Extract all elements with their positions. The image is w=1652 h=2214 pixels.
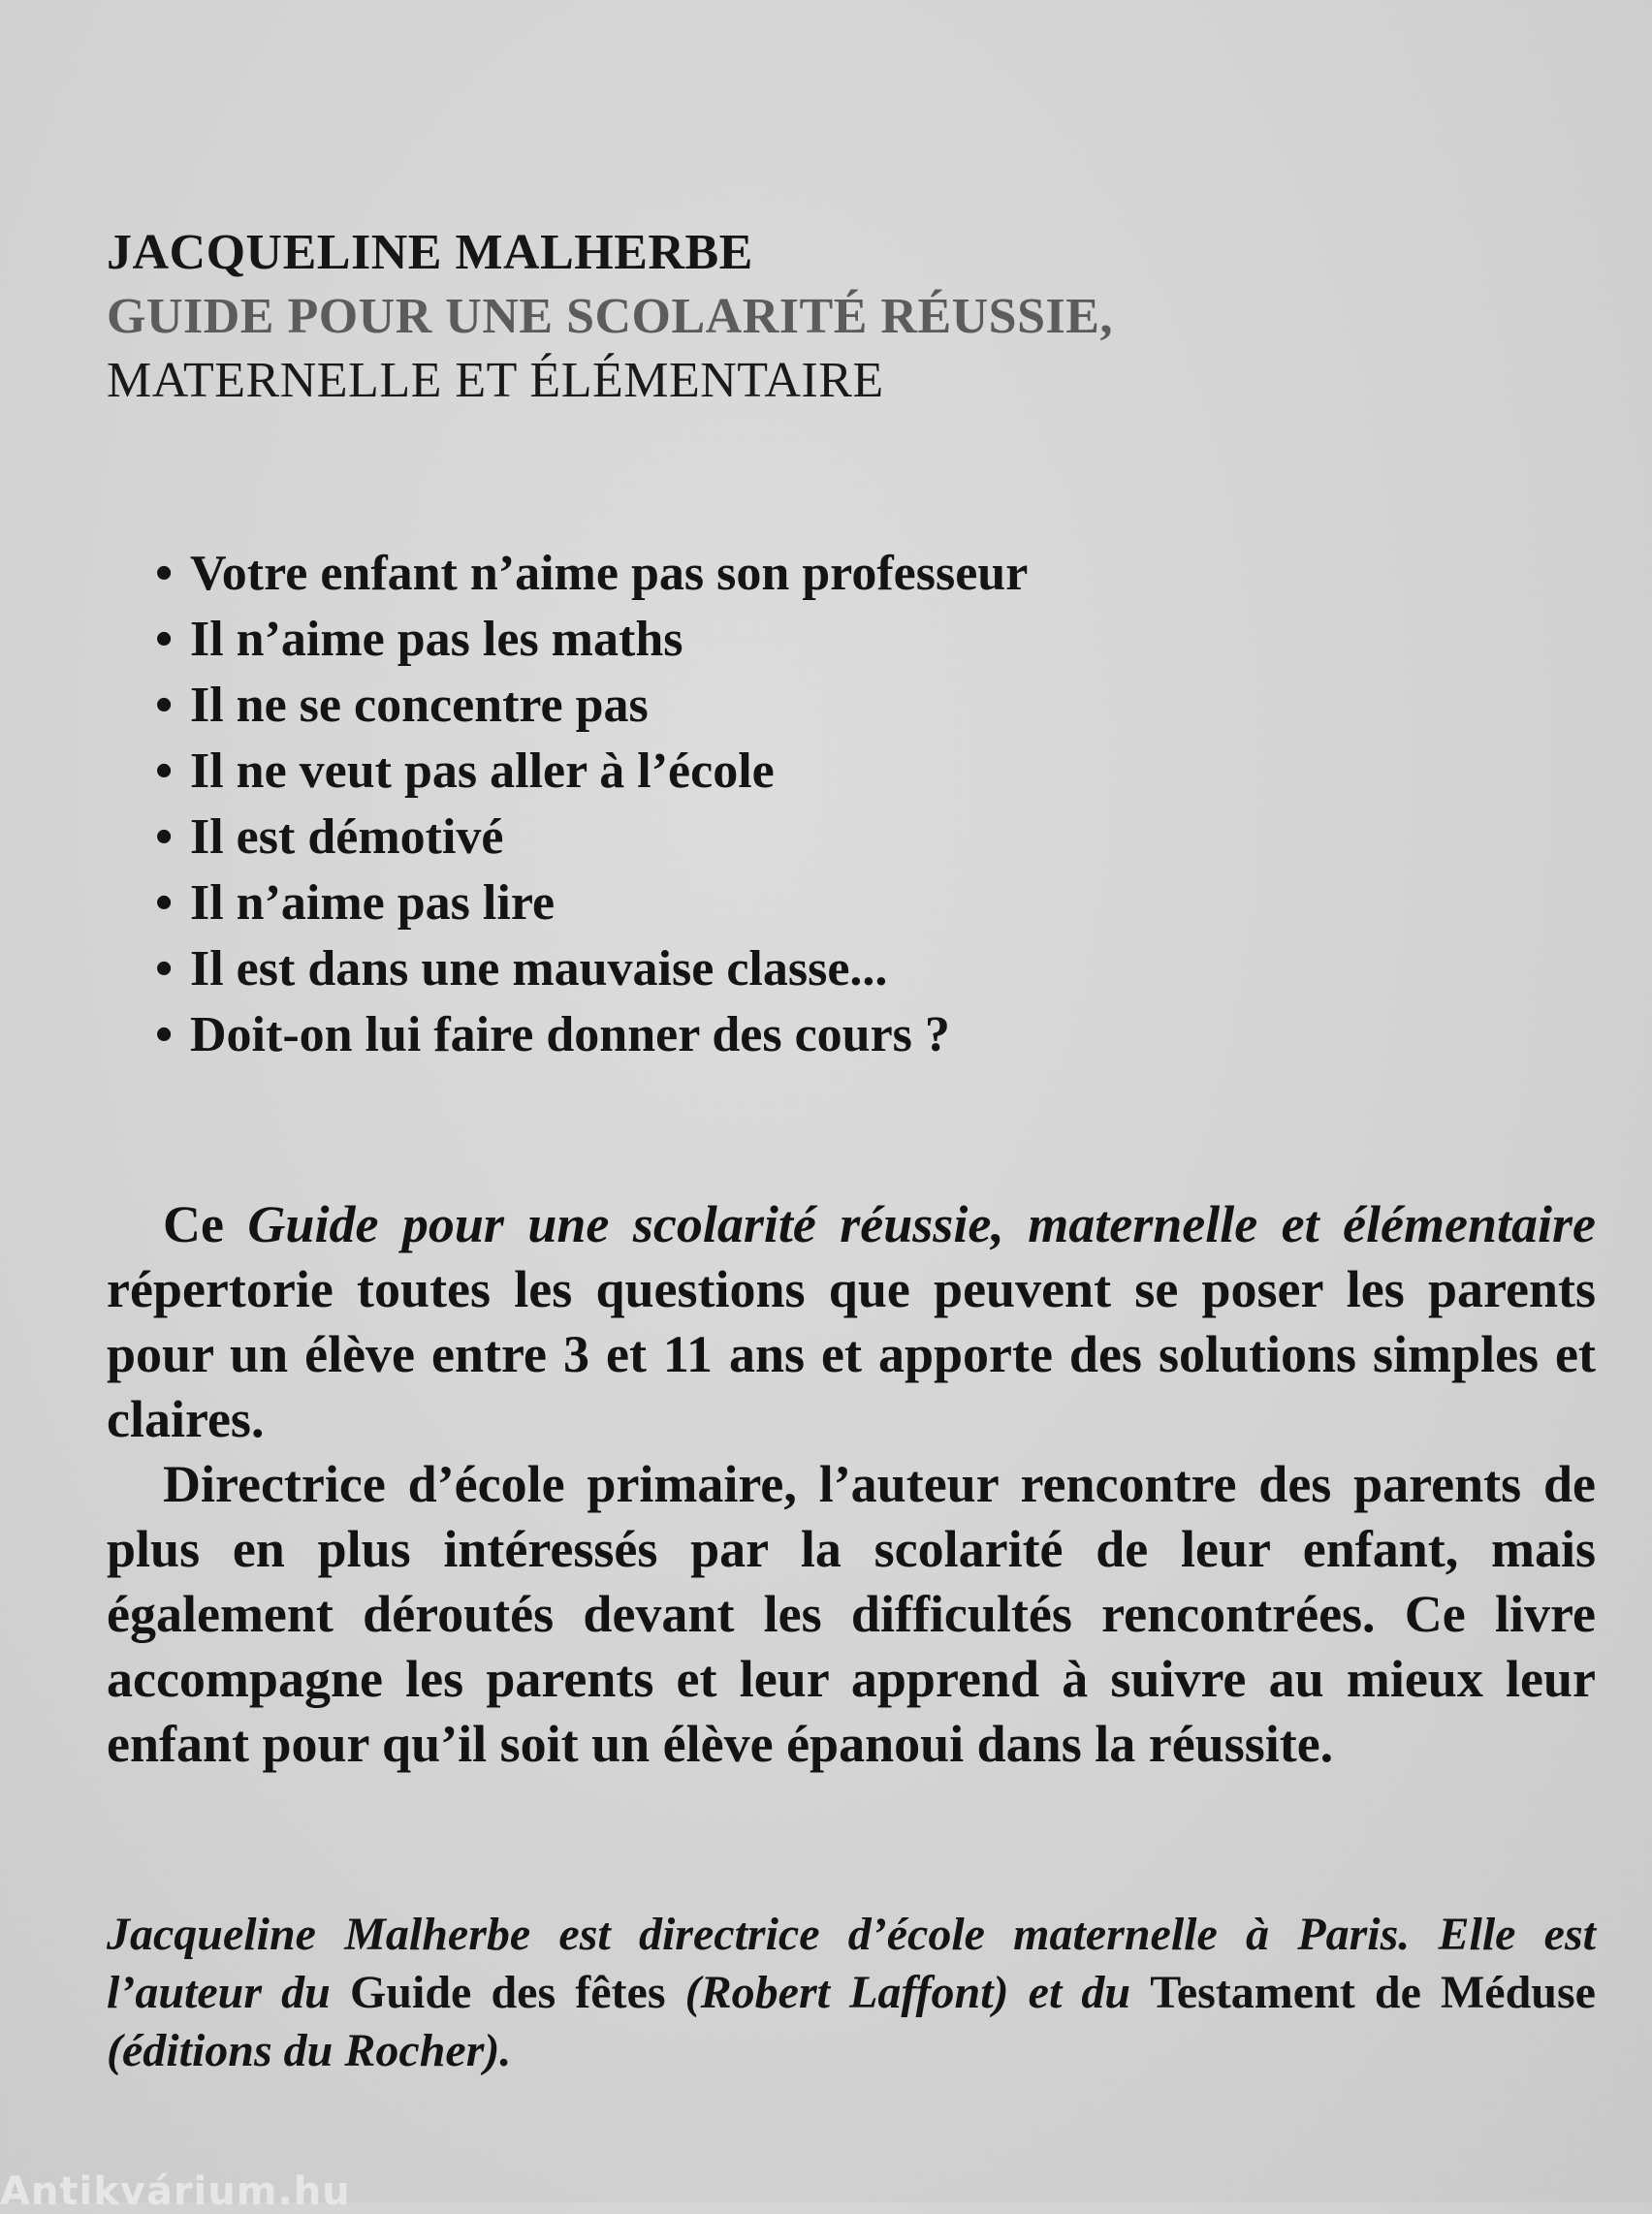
list-item-text: Il n’aime pas lire bbox=[190, 875, 556, 931]
bio-part-1: Jacqueline Malherbe est directrice d’école maternelle à Paris. Elle est l’auteur du bbox=[107, 1909, 1596, 2018]
list-item bbox=[155, 805, 1028, 870]
paragraph-rest: répertorie toutes les questions que peuvent se poser les parents pour un élève entre 3 et 11 ans et apporte des solutions simples et claires. bbox=[107, 1260, 1596, 1448]
bullet-icon: • bbox=[155, 743, 174, 799]
description-paragraph-1 bbox=[107, 1192, 1596, 1452]
bullet-icon: • bbox=[155, 941, 174, 996]
bullet-icon: • bbox=[155, 809, 174, 865]
paragraph-lead: Ce bbox=[163, 1195, 248, 1253]
list-item bbox=[155, 673, 1028, 739]
question-list bbox=[155, 541, 1028, 1068]
list-item-text: Il est démotivé bbox=[190, 809, 504, 865]
bio-part-2: (Robert Laffont) et du bbox=[665, 1967, 1151, 2018]
author-bio bbox=[107, 1906, 1596, 2080]
bullet-icon: • bbox=[155, 1007, 174, 1062]
book-subtitle: MATERNELLE ET ÉLÉMENTAIRE bbox=[107, 353, 884, 408]
author-bio-text bbox=[107, 1906, 1596, 2080]
list-item-text: Il n’aime pas les maths bbox=[190, 612, 683, 667]
book-title-reference: Guide pour une scolarité réussie, maternelle et élémentaire bbox=[247, 1195, 1596, 1253]
watermark: Antikvárium.hu bbox=[0, 2169, 351, 2214]
list-item bbox=[155, 870, 1028, 936]
list-item-text: Il ne se concentre pas bbox=[190, 678, 649, 733]
list-item bbox=[155, 739, 1028, 805]
list-item bbox=[155, 1002, 1028, 1068]
list-item-text: Doit-on lui faire donner des cours ? bbox=[190, 1007, 950, 1062]
list-item bbox=[155, 541, 1028, 607]
bio-book-2: Testament de Méduse bbox=[1150, 1967, 1596, 2018]
bio-part-3: (éditions du Rocher). bbox=[107, 2025, 512, 2076]
list-item bbox=[155, 936, 1028, 1002]
bullet-icon: • bbox=[155, 546, 174, 601]
book-title: GUIDE POUR UNE SCOLARITÉ RÉUSSIE, bbox=[107, 289, 1113, 344]
description-paragraph-2: Directrice d’école primaire, l’auteur rencontre des parents de plus en plus intéressés par la scolarité de leur enfant, mais également déroutés devant les difficultés rencontrées. Ce livre accompagne les parents et leur apprend à suivre au mieux leur enfant pour qu’il soit un élève épanoui dans la réussite. bbox=[107, 1455, 1596, 1773]
bullet-icon: • bbox=[155, 612, 174, 667]
list-item-text: Il est dans une mauvaise classe... bbox=[190, 941, 888, 996]
bullet-icon: • bbox=[155, 678, 174, 733]
author-name: JACQUELINE MALHERBE bbox=[107, 225, 753, 280]
list-item-text: Votre enfant n’aime pas son professeur bbox=[190, 546, 1029, 601]
list-item bbox=[155, 607, 1028, 673]
bullet-icon: • bbox=[155, 875, 174, 931]
header bbox=[107, 221, 1483, 413]
bio-book-1: Guide des fêtes bbox=[349, 1967, 666, 2018]
description bbox=[107, 1192, 1596, 1777]
list-item-text: Il ne veut pas aller à l’école bbox=[190, 743, 775, 799]
